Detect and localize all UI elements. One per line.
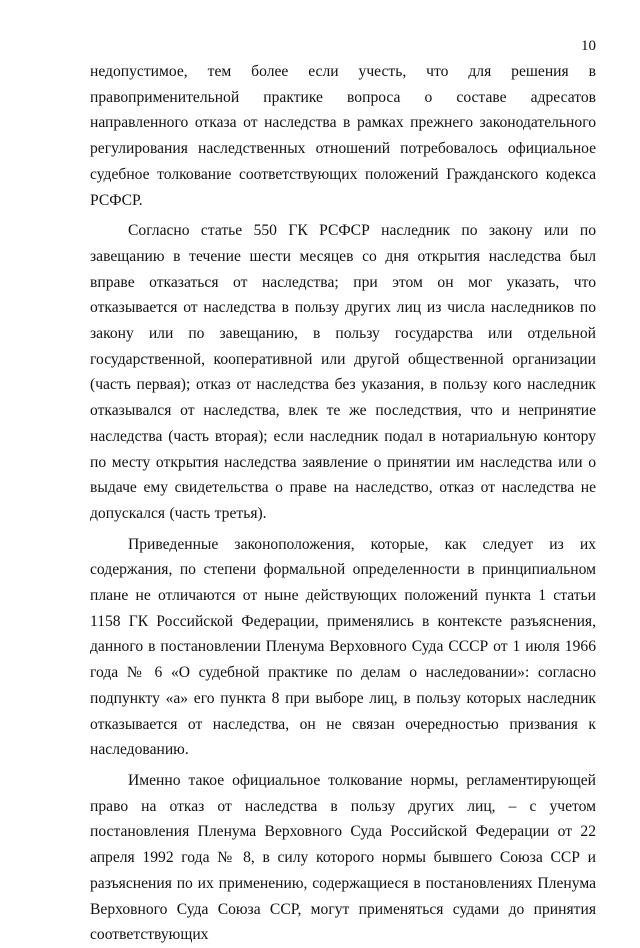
paragraph-4: Именно такое официальное толкование нормы, регламентирующей право на отказ от наследства в пользу других лиц, – с учетом постановления Пленума Верховного Суда Российской Федерации от 22 апреля 1992 года № 8, в силу которого нормы бывшего Союза ССР и разъяснения по их применению, содержащиеся в постановлениях Пленума Верховного Суда Союза ССР, могут применяться судами до принятия соответствующих: [90, 771, 596, 944]
paragraph-3: Приведенные законоположения, которые, как следует из их содержания, по степени формальной определенности в принципиальном плане не отличаются от ныне действующих положений пункта 1 статьи 1158 ГК Российской Федерации, применялись в контексте разъяснения, данного в постановлении Пленума Верховного Суда СССР от 1 июля 1966 года № 6 «О судебной практике по делам о наследовании»: согласно подпункту «а» его пункта 8 при выборе лиц, в пользу которых наследник отказывается от наследства, он не связан очередностью призвания к наследованию.: [90, 535, 596, 759]
paragraph-2: Согласно статье 550 ГК РСФСР наследник по закону или по завещанию в течение шести месяцев со дня открытия наследства был вправе отказаться от наследства; при этом он мог указать, что отказывается от наследства в пользу других лиц из числа наследников по закону или по завещанию, в пользу государства или отдельной государственной, кооперативной или другой общественной организации (часть первая); отказ от наследства без указания, в пользу кого наследник отказывался от наследства, влек те же последствия, что и непринятие наследства (часть вторая); если наследник подал в нотариальную контору по месту открытия наследства заявление о принятии им наследства или о выдаче ему свидетельства о праве на наследство, отказ от наследства не допускался (часть третья).: [90, 222, 596, 522]
document-body: [90, 59, 596, 948]
paragraph-1: недопустимое, тем более если учесть, что для решения в правоприменительной практике вопроса о составе адресатов направленного отказа от наследства в рамках прежнего законодательного регулирования наследственных отношений потребовалось официальное судебное толкование соответствующих положений Гражданского кодекса РСФСР.: [90, 63, 596, 209]
page-number: 10: [581, 38, 596, 54]
